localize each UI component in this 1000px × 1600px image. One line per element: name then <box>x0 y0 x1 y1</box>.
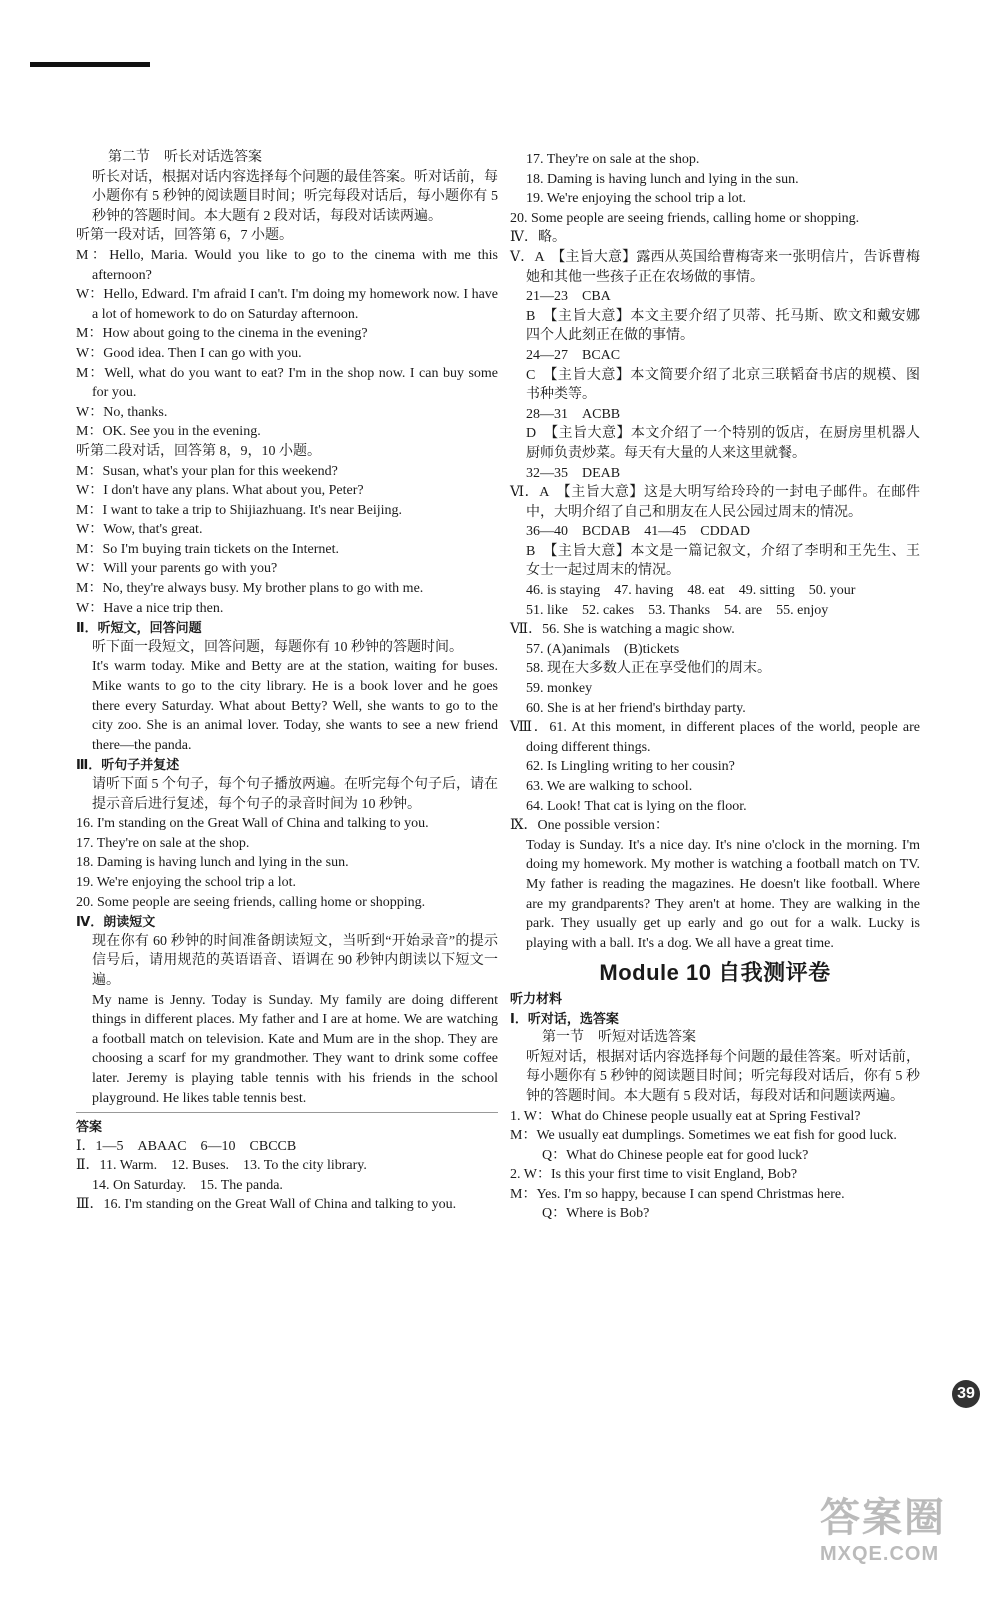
text-line: 听第二段对话，回答第 8，9，10 小题。 <box>76 443 321 459</box>
text-line: 18. Daming is having lunch and lying in the sun. <box>76 855 349 871</box>
text-line: 20. Some people are seeing friends, calling home or shopping. <box>76 894 426 910</box>
module-heading: Module 10 自我测评卷 <box>599 960 831 986</box>
text-line: M：Well, what do you want to eat? I'm in the shop now. I can buy some for you. <box>76 365 498 401</box>
text-line: Ⅲ．16. I'm standing on the Great Wall of China and talking to you. <box>76 1197 457 1213</box>
text-line: M：Yes. I'm so happy, because I can spend Christmas here. <box>510 1186 845 1202</box>
text-line: 51. like 52. cakes 53. Thanks 54. are 55. enjoy <box>526 602 829 618</box>
text-line: Ⅳ．略。 <box>510 230 566 246</box>
text-line: Ⅶ．56. She is watching a magic show. <box>510 622 735 638</box>
text-line: 19. We're enjoying the school trip a lot. <box>76 874 297 890</box>
text-line: W：Good idea. Then I can go with you. <box>76 345 302 361</box>
text-line: Q：Where is Bob? <box>542 1206 650 1222</box>
text-line: My name is Jenny. Today is Sunday. My family are doing different things in different places. My father and I are at home. We are watching a football match on television. Kate and Mum are in the shop. They are choosing a scarf for my grandmother. They want to drink some coffee later. Jeremy is playing table tennis with his friends in the school playground. He likes table tennis best. <box>92 992 498 1106</box>
watermark-text: 答案圈 <box>820 1496 946 1540</box>
text-line: Today is Sunday. It's a nice day. It's nine o'clock in the morning. I'm doing my homework. My mother is watching a football match on TV. My father is reading the magazines. He doesn't like football. Where are my grandparents? They aren't at home. They are walking in the park. They usually get up early and go out for a walk. Lucky is playing with a ball. It's a dog. We all have a great time. <box>526 837 920 951</box>
text-line: 59. monkey <box>526 681 593 697</box>
text-line: 63. We are walking to school. <box>526 779 693 794</box>
text-line: 24—27 BCAC <box>526 347 621 363</box>
text-line: 1. W：What do Chinese people usually eat at Spring Festival? <box>510 1108 861 1124</box>
text-line: W：Wow, that's great. <box>76 522 203 538</box>
text-line: W：Hello, Edward. I'm afraid I can't. I'm doing my homework now. I have a lot of homework to do on Saturday afternoon. <box>76 287 498 322</box>
watermark-logo <box>820 1486 985 1586</box>
text-line: 58. 现在大多数人正在享受他们的周末。 <box>526 661 771 677</box>
text-line: W：I don't have any plans. What about you, Peter? <box>76 483 364 499</box>
text-line: 28—31 ACBB <box>526 406 621 422</box>
text-line: Ⅸ．One possible version： <box>510 818 669 834</box>
text-line: M：I want to take a trip to Shijiazhuang. It's near Beijing. <box>76 502 403 518</box>
text-line: 听长对话，根据对话内容选择每个问题的最佳答案。听对话前，每小题你有 5 秒钟的阅读题目时间；听完每段对话后，每小题你有 5 秒钟的答题时间。本大题有 2 段对话，每段对话读两遍。 <box>92 169 498 224</box>
text-line: 14. On Saturday. 15. The panda. <box>92 1177 283 1193</box>
text-line: W：Have a nice trip then. <box>76 600 224 616</box>
text-line: M：Susan, what's your plan for this weekend? <box>76 463 338 479</box>
text-line: 57. (A)animals (B)tickets <box>526 641 680 657</box>
text-line: M：OK. See you in the evening. <box>76 424 261 440</box>
text-line: 17. They're on sale at the shop. <box>526 152 700 167</box>
text-line: 19. We're enjoying the school trip a lot. <box>526 191 747 207</box>
text-line: Ⅴ．A 【主旨大意】露西从英国给曹梅寄来一张明信片，告诉曹梅她和其他一些孩子正在农场做的事情。 <box>510 249 920 285</box>
text-line: W：No, thanks. <box>76 404 168 420</box>
text-line: 21—23 CBA <box>526 289 611 305</box>
text-line: 现在你有 60 秒钟的时间准备朗读短文，当听到“开始录音”的提示信号后，请用规范的英语语音、语调在 90 秒钟内朗读以下短文一遍。 <box>92 933 498 988</box>
text-line: 20. Some people are seeing friends, calling home or shopping. <box>510 210 860 226</box>
page-number: 39 <box>952 1380 980 1408</box>
text-line: 32—35 DEAB <box>526 465 621 481</box>
text-line: 听第一段对话，回答第 6，7 小题。 <box>76 228 293 244</box>
text-line: 16. I'm standing on the Great Wall of China and talking to you. <box>76 816 429 832</box>
left-column <box>76 148 498 1215</box>
text-line: B 【主旨大意】本文主要介绍了贝蒂、托马斯、欧文和戴安娜四个人此刻正在做的事情。 <box>526 308 920 344</box>
section-heading: Ⅱ．听短文，回答问题 <box>76 620 202 636</box>
text-line: Ⅵ．A 【主旨大意】这是大明写给玲玲的一封电子邮件。在邮件中，大明介绍了自己和朋友在人民公园过周末的情况。 <box>510 485 920 520</box>
watermark-url: MXQE.COM <box>820 1543 940 1565</box>
text-line: 62. Is Lingling writing to her cousin? <box>526 759 735 775</box>
text-line: M：Hello, Maria. Would you like to go to the cinema with me this afternoon? <box>76 247 498 283</box>
text-line: 60. She is at her friend's birthday party. <box>526 700 746 716</box>
text-line: 17. They're on sale at the shop. <box>76 835 250 851</box>
text-line: 46. is staying 47. having 48. eat 49. sitting 50. your <box>526 583 856 599</box>
text-line: C 【主旨大意】本文简要介绍了北京三联韬奋书店的规模、图书种类等。 <box>526 367 920 403</box>
text-line: M：We usually eat dumplings. Sometimes we eat fish for good luck. <box>510 1128 897 1144</box>
section-heading: 答案 <box>76 1119 103 1135</box>
text-line: Ⅱ．11. Warm. 12. Buses. 13. To the city library. <box>76 1158 367 1174</box>
text-line: 18. Daming is having lunch and lying in the sun. <box>526 171 799 187</box>
text-line: It's warm today. Mike and Betty are at the station, waiting for buses. Mike wants to go to the city library. He is a book lover and he goes there every Saturday. What about Betty? Well, she wants to go to the city zoo. She is an animal lover. Today, she wants to see a new friend there—the panda. <box>92 659 498 753</box>
divider <box>76 1112 498 1113</box>
text-line: 听短对话，根据对话内容选择每个问题的最佳答案。听对话前，每小题你有 5 秒钟的阅读题目时间；听完每段对话后，你有 5 秒钟的答题时间。本大题有 5 段对话，每段对话和问题读两遍。 <box>526 1049 920 1104</box>
text-line: M：No, they're always busy. My brother plans to go with me. <box>76 581 424 597</box>
section-heading: 听力材料 <box>510 990 563 1006</box>
text-line: 64. Look! That cat is lying on the floor. <box>526 798 747 814</box>
text-line: 请听下面 5 个句子，每个句子播放两遍。在听完每个句子后，请在提示音后进行复述，每个句子的录音时间为 10 秒钟。 <box>92 777 498 812</box>
text-line: Ⅷ．61. At this moment, in different places of the world, people are doing different things. <box>510 720 920 755</box>
right-column <box>510 150 920 1224</box>
text-line: D 【主旨大意】本文介绍了一个特别的饭店，在厨房里机器人厨师负责炒菜。每天有大量的人来这里就餐。 <box>526 426 920 461</box>
section-heading: Ⅲ．听句子并复述 <box>76 757 180 773</box>
text-line: 36—40 BCDAB 41—45 CDDAD <box>526 524 751 540</box>
text-line: W：Will your parents go with you? <box>76 561 278 577</box>
text-line: Ⅰ．1—5 ABAAC 6—10 CBCCB <box>76 1138 297 1154</box>
text-line: M：So I'm buying train tickets on the Internet. <box>76 541 340 557</box>
text-line: M：How about going to the cinema in the evening? <box>76 326 368 342</box>
text-line: B 【主旨大意】本文是一篇记叙文，介绍了李明和王先生、王女士一起过周末的情况。 <box>526 543 920 579</box>
section-heading: Ⅳ．朗读短文 <box>76 914 156 930</box>
text-line: 第二节 听长对话选答案 <box>108 150 262 165</box>
top-rule <box>30 62 150 67</box>
section-heading: Ⅰ．听对话，选答案 <box>510 1010 619 1026</box>
text-line: 第一节 听短对话选答案 <box>542 1030 696 1046</box>
text-line: Q：What do Chinese people eat for good luck? <box>542 1147 809 1163</box>
text-line: 听下面一段短文，回答问题，每题你有 10 秒钟的答题时间。 <box>92 639 463 655</box>
text-line: 2. W：Is this your first time to visit England, Bob? <box>510 1167 798 1183</box>
